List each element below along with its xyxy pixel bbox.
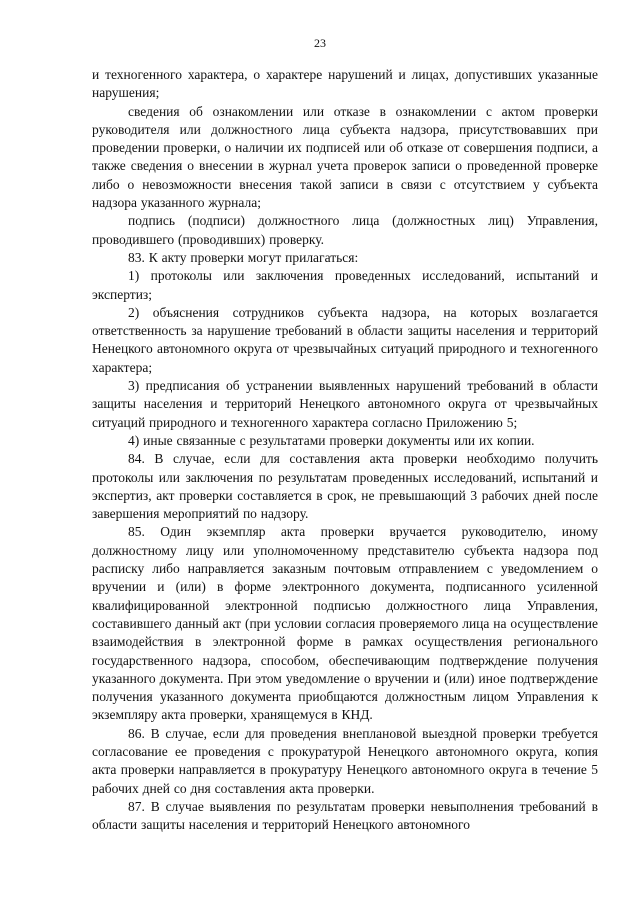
page-number: 23 xyxy=(314,36,326,50)
paragraph-text: и техногенного характера, о характере нарушений и лицах, допустивших указанные нарушения; xyxy=(92,67,598,101)
document-body xyxy=(92,66,598,834)
paragraph-text: сведения об ознакомлении или отказе в ознакомлении с актом проверки руководителя или должностного лица субъекта надзора, присутствовавших при проведении проверки, о наличии их подписей или об отказе от совершения подписи, а также сведения о внесении в журнал учета проверок записи о проведенной проверке либо о невозможности внесения такой записи в связи с отсутствием у субъекта надзора указанного журнала; xyxy=(92,103,598,211)
paragraph-text: 2) объяснения сотрудников субъекта надзора, на которых возлагается ответственность за нарушение требований в области защиты населения и территорий Ненецкого автономного округа от чрезвычайных ситуаций природного и техногенного характера; xyxy=(92,304,598,375)
paragraph-text: 86. В случае, если для проведения внеплановой выездной проверки требуется согласование ее проведения с прокуратурой Ненецкого автономного округа, копия акта проверки направляется в прокуратуру Ненецкого автономного округа в течение 5 рабочих дней со дня составления акта проверки. xyxy=(92,725,598,796)
paragraph-text: 85. Один экземпляр акта проверки вручается руководителю, иному должностному лицу или уполномоченному представителю субъекта надзора под расписку либо направляется заказным почтовым отправлением с уведомлением о вручении и (или) в форме электронного документа, подписанного усиленной квалифицированной электронной подписью должностного лица Управления, составившего данный акт (при условии согласия проверяемого лица на осуществление взаимодействия в электронной форме в рамках осуществления регионального государственного надзора, способом, обеспечивающим подтверждение получения указанного документа. При этом уведомление о вручении и (или) иное подтверждение получения указанного документа приобщаются должностным лицом Управления к экземпляру акта проверки, хранящемуся в КНД. xyxy=(92,524,598,723)
paragraph-text: 1) протоколы или заключения проведенных исследований, испытаний и экспертиз; xyxy=(92,268,598,302)
paragraph-text: 4) иные связанные с результатами проверки документы или их копии. xyxy=(128,432,535,448)
paragraph-text: 84. В случае, если для составления акта проверки необходимо получить протоколы или заключения по результатам проведенных исследований, испытаний и экспертиз, акт проверки составляется в срок, не превышающий 3 рабочих дней после завершения мероприятий по надзору. xyxy=(92,451,598,522)
paragraph-text: подпись (подписи) должностного лица (должностных лиц) Управления, проводившего (проводивших) проверку. xyxy=(92,213,598,247)
paragraph-text: 3) предписания об устранении выявленных нарушений требований в области защиты населения и территорий Ненецкого автономного округа от чрезвычайных ситуаций природного и техногенного характера согласно Приложению 5; xyxy=(92,378,598,430)
paragraph-text: 87. В случае выявления по результатам проверки невыполнения требований в области защиты населения и территорий Ненецкого автономного xyxy=(92,798,598,833)
paragraph-text: 83. К акту проверки могут прилагаться: xyxy=(128,249,359,265)
